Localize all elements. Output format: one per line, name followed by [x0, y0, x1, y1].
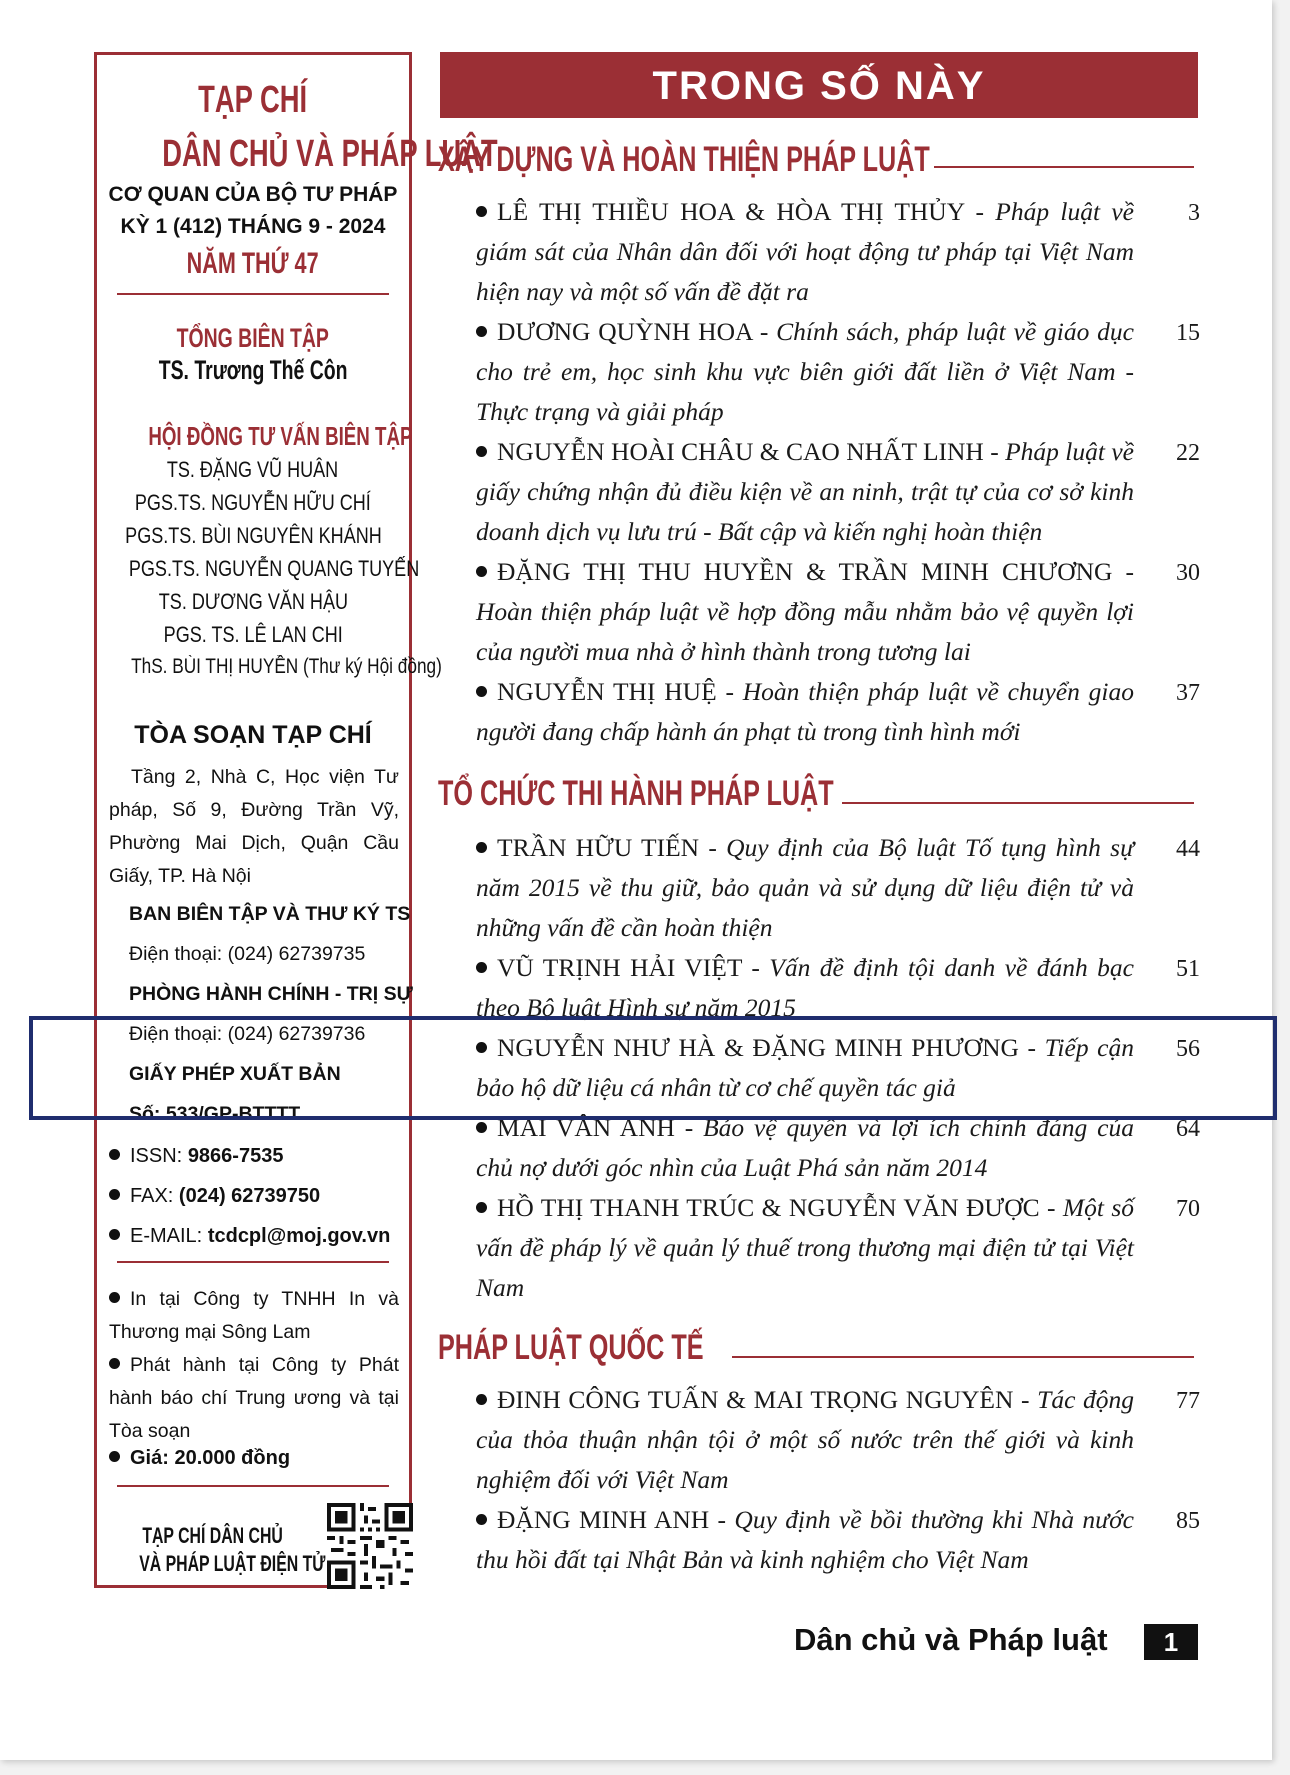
office-address: Tầng 2, Nhà C, Học viện Tư pháp, Số 9, Đường Trần Vỹ, Phường Mai Dịch, Quận Cầu Giấy, TP. Hà Nội	[109, 766, 399, 887]
section-heading: TỔ CHỨC THI HÀNH PHÁP LUẬT	[438, 774, 834, 813]
board-member: TS. DƯƠNG VĂN HẬU	[158, 589, 348, 614]
fax-line: FAX: (024) 62739750	[109, 1185, 320, 1208]
board-member: TS. ĐẶNG VŨ HUÂN	[167, 457, 339, 482]
bullet-icon	[109, 1292, 120, 1303]
masthead-issue: KỲ 1 (412) THÁNG 9 - 2024	[120, 215, 386, 238]
board-member: PGS.TS. BÙI NGUYÊN KHÁNH	[125, 523, 382, 548]
toc-entry[interactable]: ĐINH CÔNG TUẤN & MAI TRỌNG NGUYÊN - Tác động của thỏa thuận nhận tội ở một số nước trên thế giới và kinh nghiệm đối với Việt Nam	[476, 1385, 1135, 1494]
editorial-label: BAN BIÊN TẬP VÀ THƯ KÝ TS	[129, 903, 411, 925]
masthead-year: NĂM THỨ 47	[187, 247, 319, 280]
e-journal-line1: TẠP CHÍ DÂN CHỦ	[142, 1523, 284, 1548]
bullet-icon	[109, 1149, 120, 1160]
footer-journal-name: Dân chủ và Pháp luật	[794, 1622, 1108, 1657]
page-number: 85	[1176, 1508, 1200, 1534]
page-number: 56	[1176, 1036, 1200, 1062]
toc-entry[interactable]: MAI VÂN ANH - Bảo vệ quyền và lợi ích chính đáng của chủ nợ dưới góc nhìn của Luật Phá sản năm 2014	[476, 1113, 1134, 1182]
toc-entry[interactable]: VŨ TRỊNH HẢI VIỆT - Vấn đề định tội danh về đánh bạc theo Bộ luật Hình sự năm 2015	[476, 953, 1134, 1022]
board-member: ThS. BÙI THỊ HUYỀN (Thư ký Hội đồng)	[131, 655, 442, 678]
bullet-icon	[476, 1514, 487, 1525]
page-number: 44	[1176, 836, 1200, 862]
price: Giá: 20.000 đồng	[109, 1447, 290, 1470]
bullet-icon	[476, 1394, 487, 1405]
divider	[117, 293, 389, 295]
board-member: PGS.TS. NGUYỄN HỮU CHÍ	[135, 490, 371, 515]
bullet-icon	[476, 962, 487, 973]
page-number: 15	[1176, 320, 1200, 346]
editorial-phone: Điện thoại: (024) 62739735	[129, 943, 366, 965]
section-rule	[732, 1356, 1194, 1358]
section-heading: XÂY DỰNG VÀ HOÀN THIỆN PHÁP LUẬT	[438, 140, 930, 179]
masthead-panel	[94, 52, 498, 1588]
bullet-icon	[476, 446, 487, 457]
editor-heading: TỔNG BIÊN TẬP	[176, 323, 330, 353]
section-rule	[934, 166, 1194, 168]
bullet-icon	[109, 1229, 120, 1240]
toc-entry[interactable]: ĐẶNG MINH ANH - Quy định về bồi thường khi Nhà nước thu hồi đất tại Nhật Bản và kinh nghiệm cho Việt Nam	[476, 1505, 1134, 1574]
bullet-icon	[476, 1122, 487, 1133]
divider	[117, 1585, 317, 1588]
toc-entry[interactable]: TRẦN HỮU TIẾN - Quy định của Bộ luật Tố tụng hình sự năm 2015 về thu giữ, bảo quản và sử dụng dữ liệu điện tử và những vấn đề cần hoàn thiện	[476, 833, 1134, 942]
toc-header: TRONG SỐ NÀY	[440, 52, 1198, 118]
page-number: 37	[1176, 680, 1200, 706]
bullet-icon	[476, 842, 487, 853]
bullet-icon	[476, 326, 487, 337]
page-number: 77	[1176, 1388, 1200, 1414]
bullet-icon	[109, 1189, 120, 1200]
footer-page-number: 1	[1144, 1624, 1198, 1660]
page-number: 64	[1176, 1116, 1200, 1142]
board-member: PGS. TS. LÊ LAN CHI	[163, 622, 343, 647]
page-number: 22	[1176, 440, 1200, 466]
bullet-icon	[476, 1202, 487, 1213]
print-info: In tại Công ty TNHH In và Thương mại Sông Lam	[109, 1288, 399, 1343]
admin-label: PHÒNG HÀNH CHÍNH - TRỊ SỰ	[129, 983, 413, 1005]
qr-code-icon[interactable]	[327, 1503, 413, 1589]
admin-phone: Điện thoại: (024) 62739736	[129, 1023, 366, 1045]
email-line: E-MAIL: tcdcpl@moj.gov.vn	[109, 1225, 390, 1248]
masthead-title-line1: TẠP CHÍ	[198, 79, 308, 121]
license-label: GIẤY PHÉP XUẤT BẢN	[129, 1063, 341, 1085]
bullet-icon	[476, 686, 487, 697]
page-number: 70	[1176, 1196, 1200, 1222]
section-rule	[842, 802, 1194, 804]
issn-line: ISSN: 9866-7535	[109, 1145, 283, 1168]
toc-entry-highlighted[interactable]: NGUYỄN NHƯ HÀ & ĐẶNG MINH PHƯƠNG - Tiếp cận bảo hộ dữ liệu cá nhân từ cơ chế quyền tác giả	[476, 1033, 1135, 1102]
page-number: 51	[1176, 956, 1200, 982]
bullet-icon	[476, 206, 487, 217]
e-journal-line2: VÀ PHÁP LUẬT ĐIỆN TỬ	[139, 1551, 326, 1576]
toc-entry[interactable]: HỒ THỊ THANH TRÚC & NGUYỄN VĂN ĐƯỢC - Một số vấn đề pháp lý về quản lý thuế trong thương mại điện tử tại Việt Nam	[476, 1193, 1135, 1302]
board-heading: HỘI ĐỒNG TƯ VẤN BIÊN TẬP	[148, 421, 413, 451]
masthead-agency: CƠ QUAN CỦA BỘ TƯ PHÁP	[108, 183, 398, 206]
office-heading: TÒA SOẠN TẠP CHÍ	[134, 721, 372, 749]
distribution-info: Phát hành tại Công ty Phát hành báo chí Trung ương và tại Tòa soạn	[109, 1354, 399, 1442]
toc-entry[interactable]: ĐẶNG THỊ THU HUYỀN & TRẦN MINH CHƯƠNG - Hoàn thiện pháp luật về hợp đồng mẫu nhằm bảo vệ quyền lợi của người mua nhà ở hình thành trong tương lai	[476, 557, 1134, 666]
toc-entry[interactable]: NGUYỄN THỊ HUỆ - Hoàn thiện pháp luật về chuyển giao người đang chấp hành án phạt tù trong tình hình mới	[476, 677, 1134, 746]
page-number: 3	[1188, 200, 1200, 226]
divider	[117, 1261, 389, 1263]
bullet-icon	[109, 1451, 120, 1462]
board-member: PGS.TS. NGUYỄN QUANG TUYẾN	[128, 556, 420, 581]
page-number: 30	[1176, 560, 1200, 586]
toc-entry[interactable]: NGUYỄN HOÀI CHÂU & CAO NHẤT LINH - Pháp luật về giấy chứng nhận đủ điều kiện về an ninh, trật tự của cơ sở kinh doanh dịch vụ lưu trú - Bất cập và kiến nghị hoàn thiện	[476, 437, 1134, 546]
bullet-icon	[476, 1042, 487, 1053]
toc-entry[interactable]: LÊ THỊ THIỀU HOA & HÒA THỊ THỦY - Pháp luật về giám sát của Nhân dân đối với hoạt động tư pháp tại Việt Nam hiện nay và một số vấn đề đặt ra	[476, 197, 1134, 306]
section-heading: PHÁP LUẬT QUỐC TẾ	[438, 1328, 704, 1367]
toc-entry[interactable]: DƯƠNG QUỲNH HOA - Chính sách, pháp luật về giáo dục cho trẻ em, học sinh khu vực biên giới đất liền ở Việt Nam - Thực trạng và giải pháp	[476, 317, 1134, 426]
bullet-icon	[109, 1358, 120, 1369]
editor-name: TS. Trương Thế Côn	[158, 355, 348, 385]
license-number: Số: 533/GP-BTTTT	[129, 1103, 301, 1119]
divider	[117, 1485, 389, 1487]
masthead-title-line2: DÂN CHỦ VÀ PHÁP LUẬT	[162, 133, 498, 175]
bullet-icon	[476, 566, 487, 577]
